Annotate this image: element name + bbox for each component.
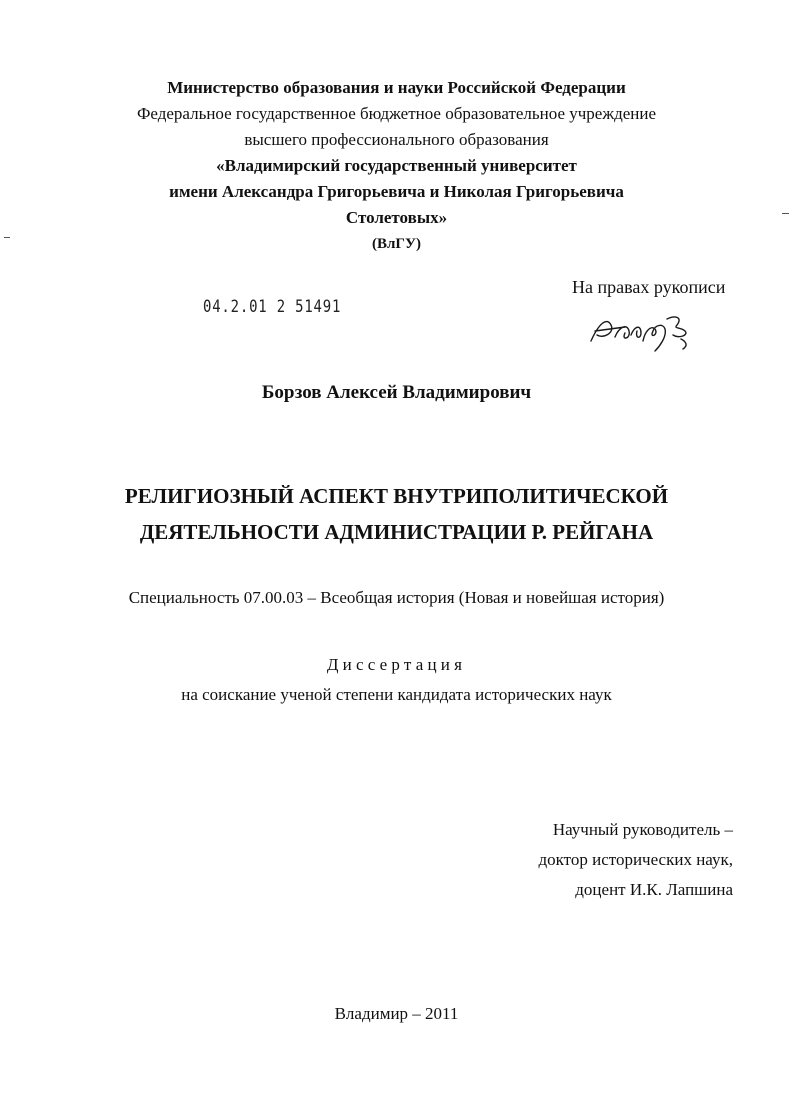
institution-type-line: Федеральное государственное бюджетное образовательное учреждение [136, 104, 657, 123]
supervisor-degree: доктор исторических наук, [538, 850, 733, 869]
dissertation-title [0, 478, 793, 550]
degree-line: на соискание ученой степени кандидата исторических наук [181, 685, 612, 704]
university-name-line: «Владимирский государственный университет [216, 156, 577, 175]
specialty-line: Специальность 07.00.03 – Всеобщая история (Новая и новейшая история) [128, 588, 665, 607]
signature-image [585, 305, 705, 355]
title-line-2: ДЕЯТЕЛЬНОСТИ АДМИНИСТРАЦИИ Р. РЕЙГАНА [139, 520, 654, 544]
work-type: Диссертация [326, 655, 467, 674]
supervisor-name: доцент И.К. Лапшина [575, 880, 733, 899]
university-abbreviation: (ВлГУ) [372, 236, 421, 252]
manuscript-rights-note: На правах рукописи [572, 277, 726, 297]
university-stoletovs-line: Столетовых» [345, 208, 448, 227]
author-name: Борзов Алексей Владимирович [261, 382, 532, 403]
library-stamp-number: 04.2.01 2 51491 [203, 297, 342, 317]
ministry-line: Министерство образования и науки Российской Федерации [167, 78, 626, 97]
place-and-year: Владимир – 2011 [334, 1004, 459, 1023]
scientific-supervisor [538, 815, 733, 905]
university-named-after-line: имени Александра Григорьевича и Николая Григорьевича [169, 182, 624, 201]
education-level-line: высшего профессионального образования [244, 130, 549, 149]
title-line-1: РЕЛИГИОЗНЫЙ АСПЕКТ ВНУТРИПОЛИТИЧЕСКОЙ [124, 484, 669, 508]
supervisor-role: Научный руководитель – [552, 820, 733, 839]
institution-header [0, 75, 793, 257]
